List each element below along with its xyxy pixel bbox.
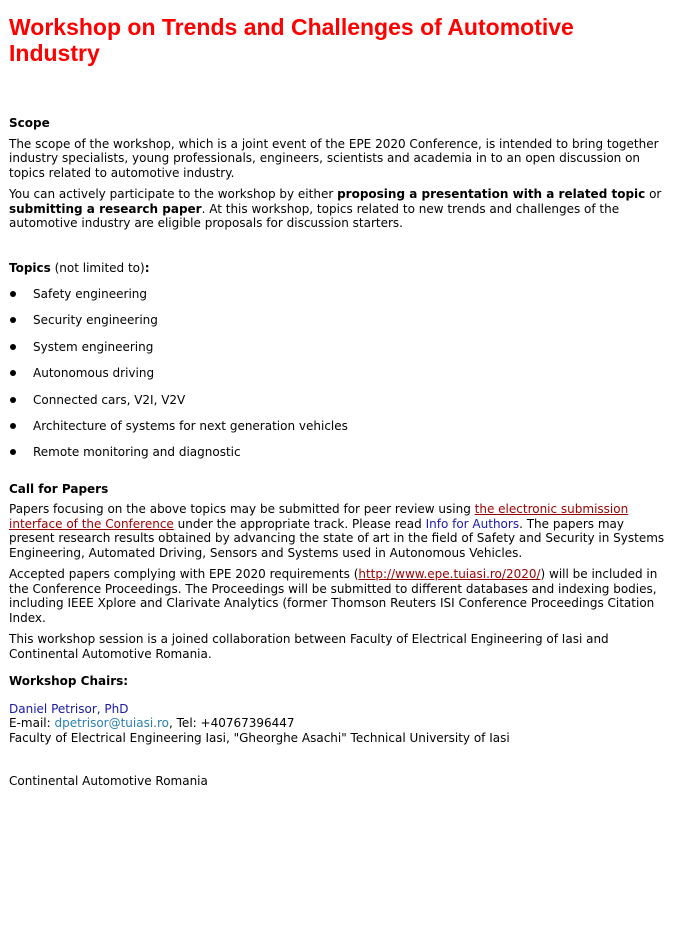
chair-1-email-link[interactable]: dpetrisor@tuiasi.ro — [54, 716, 170, 731]
list-item — [9, 366, 666, 392]
chair-1-name — [9, 702, 666, 717]
topic-label: Remote monitoring and diagnostic — [33, 445, 241, 460]
scope-heading: Scope — [9, 116, 50, 130]
submission-interface-link[interactable]: the electronic submission interface of the Conference — [9, 502, 629, 531]
chair-1-contact — [9, 716, 666, 731]
bullet-icon — [10, 370, 16, 376]
topics-heading-bold: Topics — [9, 260, 51, 275]
topic-label: Safety engineering — [33, 287, 147, 301]
topic-label: System engineering — [33, 339, 154, 354]
cfp-p1-text-1: Papers focusing on the above topics may be submitted for peer review using — [9, 502, 475, 517]
scope-p2-text-2: or — [645, 187, 662, 201]
cfp-p1-text-3: . The papers may present research results obtained by advancing the state of art in the field of Safety and Security in Systems Engineering, Automated Driving, Sensors and Systems used in Autonomous Vehicles. — [9, 516, 665, 560]
chair-2-affiliation: Continental Automotive Romania — [9, 774, 208, 789]
chair-1-name-text: Daniel Petrisor, PhD — [9, 701, 129, 716]
scope-paragraph-2 — [9, 187, 666, 231]
list-item — [9, 419, 666, 445]
epe-2020-link[interactable]: http://www.epe.tuiasi.ro/2020/ — [358, 567, 541, 582]
topic-label: Architecture of systems for next generation vehicles — [33, 418, 348, 433]
chair-1-affiliation: Faculty of Electrical Engineering Iasi, "Gheorghe Asachi" Technical University of Iasi — [9, 730, 510, 745]
info-for-authors-link[interactable]: Info for Authors — [425, 516, 520, 531]
bullet-icon — [10, 449, 16, 455]
scope-p2-bold-1: proposing a presentation with a related topic — [337, 187, 646, 201]
cfp-paragraph-3: This workshop session is a joined collaboration between Faculty of Electrical Engineering of Iasi and Continental Automotive Romania. — [9, 632, 609, 661]
topics-heading — [9, 261, 666, 276]
list-item — [9, 313, 666, 339]
chair-1-tel: , Tel: +40767396447 — [169, 716, 295, 731]
cfp-p2-text-2: ) will be included in the Conference Proceedings. The Proceedings will be submitted to different databases and indexing bodies, including IEEE Xplore and Clarivate Analytics (former Thomson Reuters ISI Conference Proceedings Citation Index. — [9, 567, 658, 625]
cfp-paragraph-2 — [9, 567, 666, 625]
bullet-icon — [10, 344, 16, 350]
workshop-chairs-heading: Workshop Chairs: — [9, 674, 129, 689]
scope-p2-text-3: . At this workshop, topics related to new trends and challenges of the automotive industry are eligible proposals for discussion starters. — [9, 201, 620, 230]
list-item — [9, 393, 666, 419]
cfp-paragraph-1 — [9, 502, 666, 560]
page-title: Workshop on Trends and Challenges of Automotive Industry — [9, 14, 574, 66]
scope-p2-bold-2: submitting a research paper — [9, 201, 202, 216]
chair-1-block — [9, 702, 666, 746]
cfp-p1-text-2: under the appropriate track. Please read — [173, 516, 426, 531]
bullet-icon — [10, 291, 16, 297]
list-item — [9, 445, 666, 471]
list-item — [9, 287, 666, 313]
scope-paragraph-1: The scope of the workshop, which is a joint event of the EPE 2020 Conference, is intended to bring together industry specialists, young professionals, engineers, scientists and academia in to an open discussion on topics related to automotive industry. — [9, 136, 659, 180]
bullet-icon — [10, 317, 16, 323]
bullet-icon — [10, 397, 16, 403]
topic-label: Autonomous driving — [33, 366, 155, 381]
list-item — [9, 340, 666, 366]
topics-heading-rest: (not limited to) — [50, 260, 145, 275]
topic-label: Security engineering — [33, 313, 158, 328]
call-for-papers-heading: Call for Papers — [9, 481, 109, 496]
cfp-p2-text-1: Accepted papers complying with EPE 2020 requirements ( — [9, 567, 359, 582]
topics-heading-colon: : — [144, 260, 150, 275]
scope-p2-text-1: You can actively participate to the workshop by either — [9, 187, 338, 201]
topic-label: Connected cars, V2I, V2V — [33, 392, 186, 407]
email-label: E-mail: — [9, 716, 55, 731]
bullet-icon — [10, 423, 16, 429]
topics-list — [9, 287, 666, 472]
